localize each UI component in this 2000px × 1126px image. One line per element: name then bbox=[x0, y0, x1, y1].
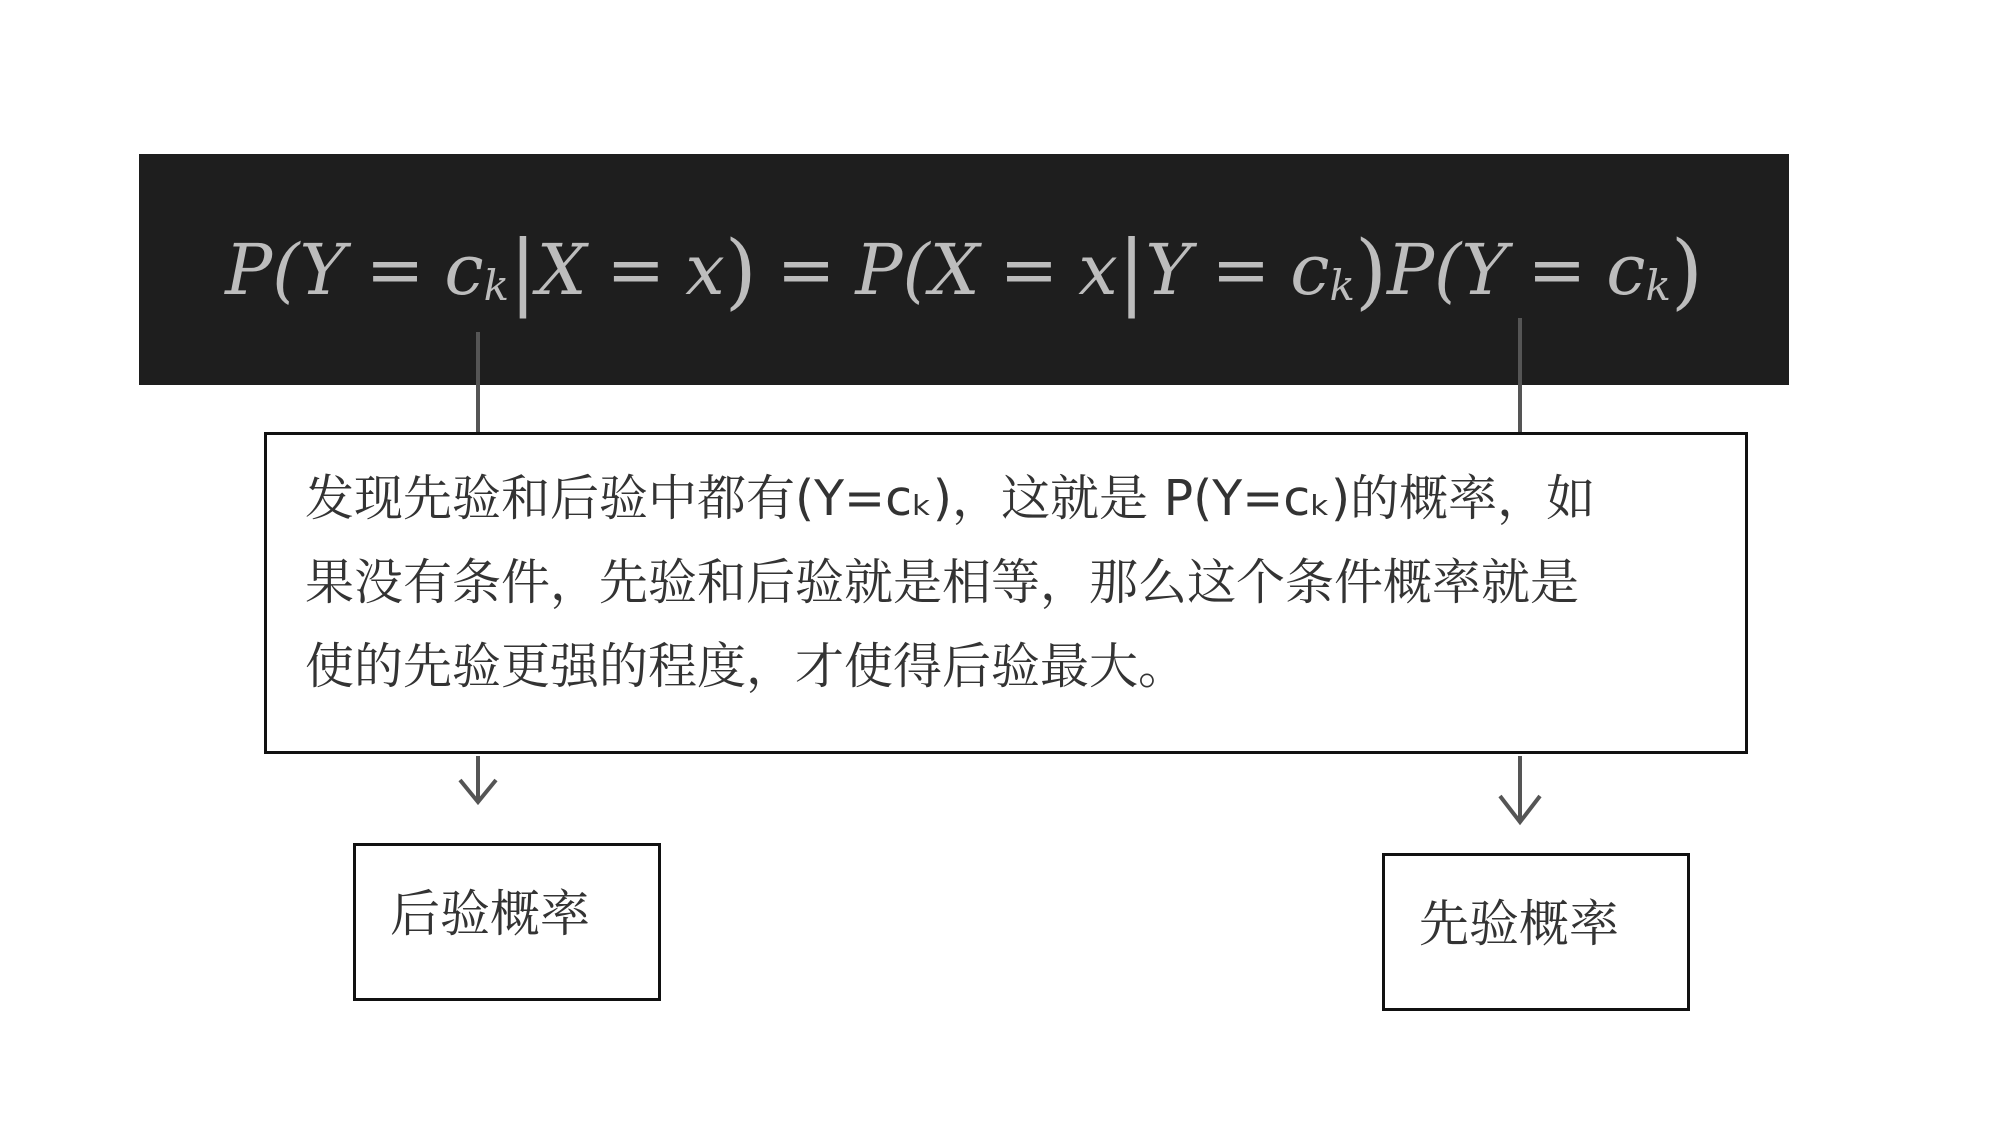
formula-symbol: Y bbox=[1461, 228, 1508, 311]
formula-symbol: c bbox=[444, 228, 484, 311]
formula-symbol: X bbox=[536, 228, 587, 311]
formula-symbol: Y bbox=[1145, 228, 1192, 311]
formula-paren: ) bbox=[1670, 224, 1703, 319]
formula-separator: | bbox=[1117, 224, 1146, 319]
formula-paren: ) bbox=[1354, 224, 1387, 319]
formula-symbol: P( bbox=[855, 228, 930, 311]
formula-subscript: k bbox=[1645, 261, 1671, 310]
formula-symbol: c bbox=[1606, 228, 1646, 311]
formula-symbol: Y bbox=[299, 228, 346, 311]
prior-label: 先验概率 bbox=[1419, 895, 1619, 953]
formula-symbol: P( bbox=[225, 228, 300, 311]
posterior-label-box bbox=[353, 843, 661, 1001]
explanation-line: 果没有条件，先验和后验就是相等，那么这个条件概率就是 bbox=[305, 554, 1580, 611]
formula-operator: = bbox=[776, 228, 836, 311]
formula-operator: = bbox=[1527, 228, 1587, 311]
formula-separator: | bbox=[509, 224, 537, 319]
formula-operator: = bbox=[1211, 228, 1271, 311]
explanation-box bbox=[264, 432, 1748, 754]
formula-symbol: x bbox=[685, 228, 725, 311]
prior-label-box bbox=[1382, 853, 1690, 1011]
formula-operator: = bbox=[606, 228, 666, 311]
explanation-line: 使的先验更强的程度，才使得后验最大。 bbox=[305, 638, 1188, 695]
explanation-line: 发现先验和后验中都有(Y=cₖ)，这就是 P(Y=cₖ)的概率，如 bbox=[305, 470, 1596, 527]
formula-operator: = bbox=[365, 228, 425, 311]
posterior-label: 后验概率 bbox=[390, 885, 590, 943]
formula-paren: ) bbox=[724, 224, 757, 319]
formula-symbol: c bbox=[1290, 228, 1330, 311]
formula-operator: = bbox=[999, 228, 1059, 311]
formula-subscript: k bbox=[483, 261, 510, 310]
formula-subscript: k bbox=[1329, 261, 1355, 310]
formula-symbol: P( bbox=[1386, 228, 1462, 311]
formula-symbol: x bbox=[1078, 228, 1118, 311]
formula-symbol: X bbox=[929, 228, 980, 311]
